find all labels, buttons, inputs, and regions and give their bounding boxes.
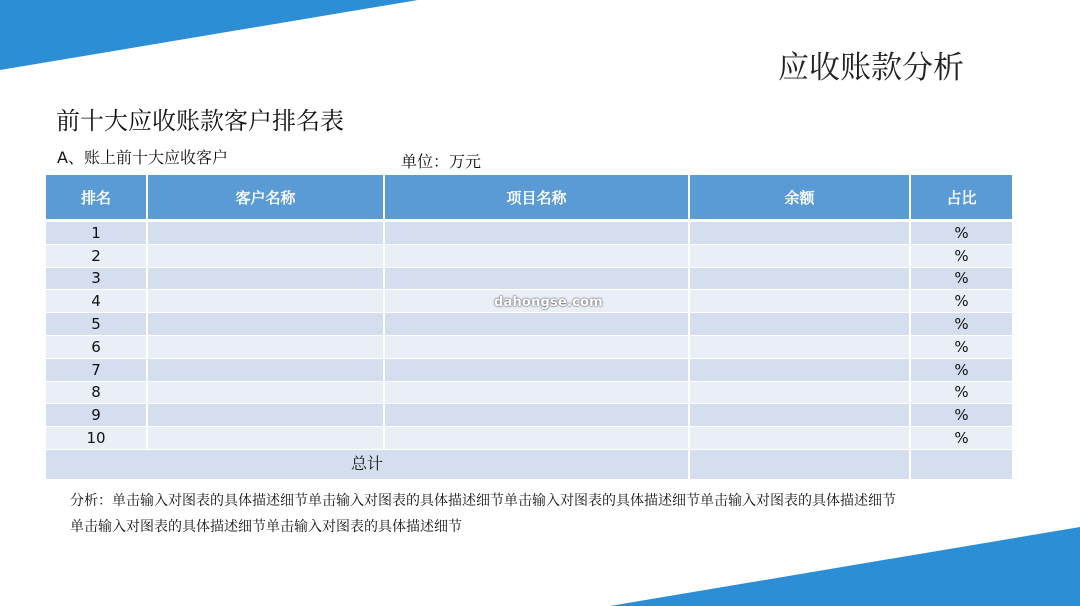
table-row — [46, 404, 1012, 427]
header-project-name: 项目名称 — [384, 175, 689, 221]
table-row — [46, 221, 1012, 245]
customer-cell[interactable] — [147, 358, 384, 381]
table-row — [46, 335, 1012, 358]
rank-cell: 5 — [46, 313, 147, 336]
balance-cell[interactable] — [689, 313, 910, 336]
ratio-cell[interactable]: % — [910, 427, 1012, 450]
analysis-line-2: 单击输入对图表的具体描述细节单击输入对图表的具体描述细节 — [70, 519, 462, 535]
rank-cell: 8 — [46, 381, 147, 404]
customer-cell[interactable] — [147, 267, 384, 290]
rank-cell: 2 — [46, 244, 147, 267]
ratio-cell[interactable]: % — [910, 221, 1012, 245]
table-total-row — [46, 449, 1012, 479]
project-cell[interactable] — [384, 381, 689, 404]
table-row — [46, 244, 1012, 267]
balance-cell[interactable] — [689, 381, 910, 404]
table-header-row — [46, 175, 1012, 221]
project-cell[interactable] — [384, 335, 689, 358]
project-cell[interactable] — [384, 221, 689, 245]
ratio-cell[interactable]: % — [910, 335, 1012, 358]
top-left-blue-stripe — [0, 0, 418, 70]
total-label-cell: 总计 — [46, 449, 689, 479]
header-rank: 排名 — [46, 175, 147, 221]
total-ratio-cell[interactable] — [910, 449, 1012, 479]
rank-cell: 1 — [46, 221, 147, 245]
ratio-cell[interactable]: % — [910, 267, 1012, 290]
customer-cell[interactable] — [147, 381, 384, 404]
rank-cell: 4 — [46, 290, 147, 313]
ratio-cell[interactable]: % — [910, 358, 1012, 381]
table-subtitle: A、账上前十大应收客户 — [57, 148, 228, 167]
slide-title: 应收账款分析 — [778, 50, 964, 86]
watermark-text: dahongse.com — [494, 295, 603, 310]
customer-cell[interactable] — [147, 290, 384, 313]
section-title: 前十大应收账款客户排名表 — [56, 107, 344, 135]
unit-label: 单位：万元 — [401, 152, 482, 171]
analysis-line-1: 分析：单击输入对图表的具体描述细节单击输入对图表的具体描述细节单击输入对图表的具体描述细节单击输入对图表的具体描述细节 — [70, 493, 896, 509]
header-ratio: 占比 — [910, 175, 1012, 221]
balance-cell[interactable] — [689, 267, 910, 290]
balance-cell[interactable] — [689, 290, 910, 313]
total-balance-cell[interactable] — [689, 449, 910, 479]
table-row — [46, 427, 1012, 450]
balance-cell[interactable] — [689, 427, 910, 450]
project-cell[interactable] — [384, 404, 689, 427]
rank-cell: 9 — [46, 404, 147, 427]
receivables-ranking-table — [46, 175, 1012, 480]
rank-cell: 10 — [46, 427, 147, 450]
header-customer-name: 客户名称 — [147, 175, 384, 221]
project-cell[interactable] — [384, 244, 689, 267]
rank-cell: 3 — [46, 267, 147, 290]
table-row — [46, 358, 1012, 381]
ratio-cell[interactable]: % — [910, 290, 1012, 313]
rank-cell: 6 — [46, 335, 147, 358]
customer-cell[interactable] — [147, 335, 384, 358]
ratio-cell[interactable]: % — [910, 404, 1012, 427]
balance-cell[interactable] — [689, 221, 910, 245]
analysis-text-block[interactable] — [70, 488, 1000, 540]
table-row — [46, 313, 1012, 336]
balance-cell[interactable] — [689, 404, 910, 427]
customer-cell[interactable] — [147, 404, 384, 427]
project-cell[interactable] — [384, 427, 689, 450]
table-row — [46, 381, 1012, 404]
project-cell[interactable] — [384, 358, 689, 381]
balance-cell[interactable] — [689, 244, 910, 267]
ratio-cell[interactable]: % — [910, 381, 1012, 404]
ratio-cell[interactable]: % — [910, 244, 1012, 267]
project-cell[interactable] — [384, 313, 689, 336]
header-balance: 余额 — [689, 175, 910, 221]
balance-cell[interactable] — [689, 335, 910, 358]
table-row — [46, 267, 1012, 290]
customer-cell[interactable] — [147, 244, 384, 267]
project-cell[interactable] — [384, 267, 689, 290]
customer-cell[interactable] — [147, 313, 384, 336]
balance-cell[interactable] — [689, 358, 910, 381]
customer-cell[interactable] — [147, 427, 384, 450]
ranking-table-container — [46, 175, 1012, 480]
rank-cell: 7 — [46, 358, 147, 381]
ratio-cell[interactable]: % — [910, 313, 1012, 336]
customer-cell[interactable] — [147, 221, 384, 245]
